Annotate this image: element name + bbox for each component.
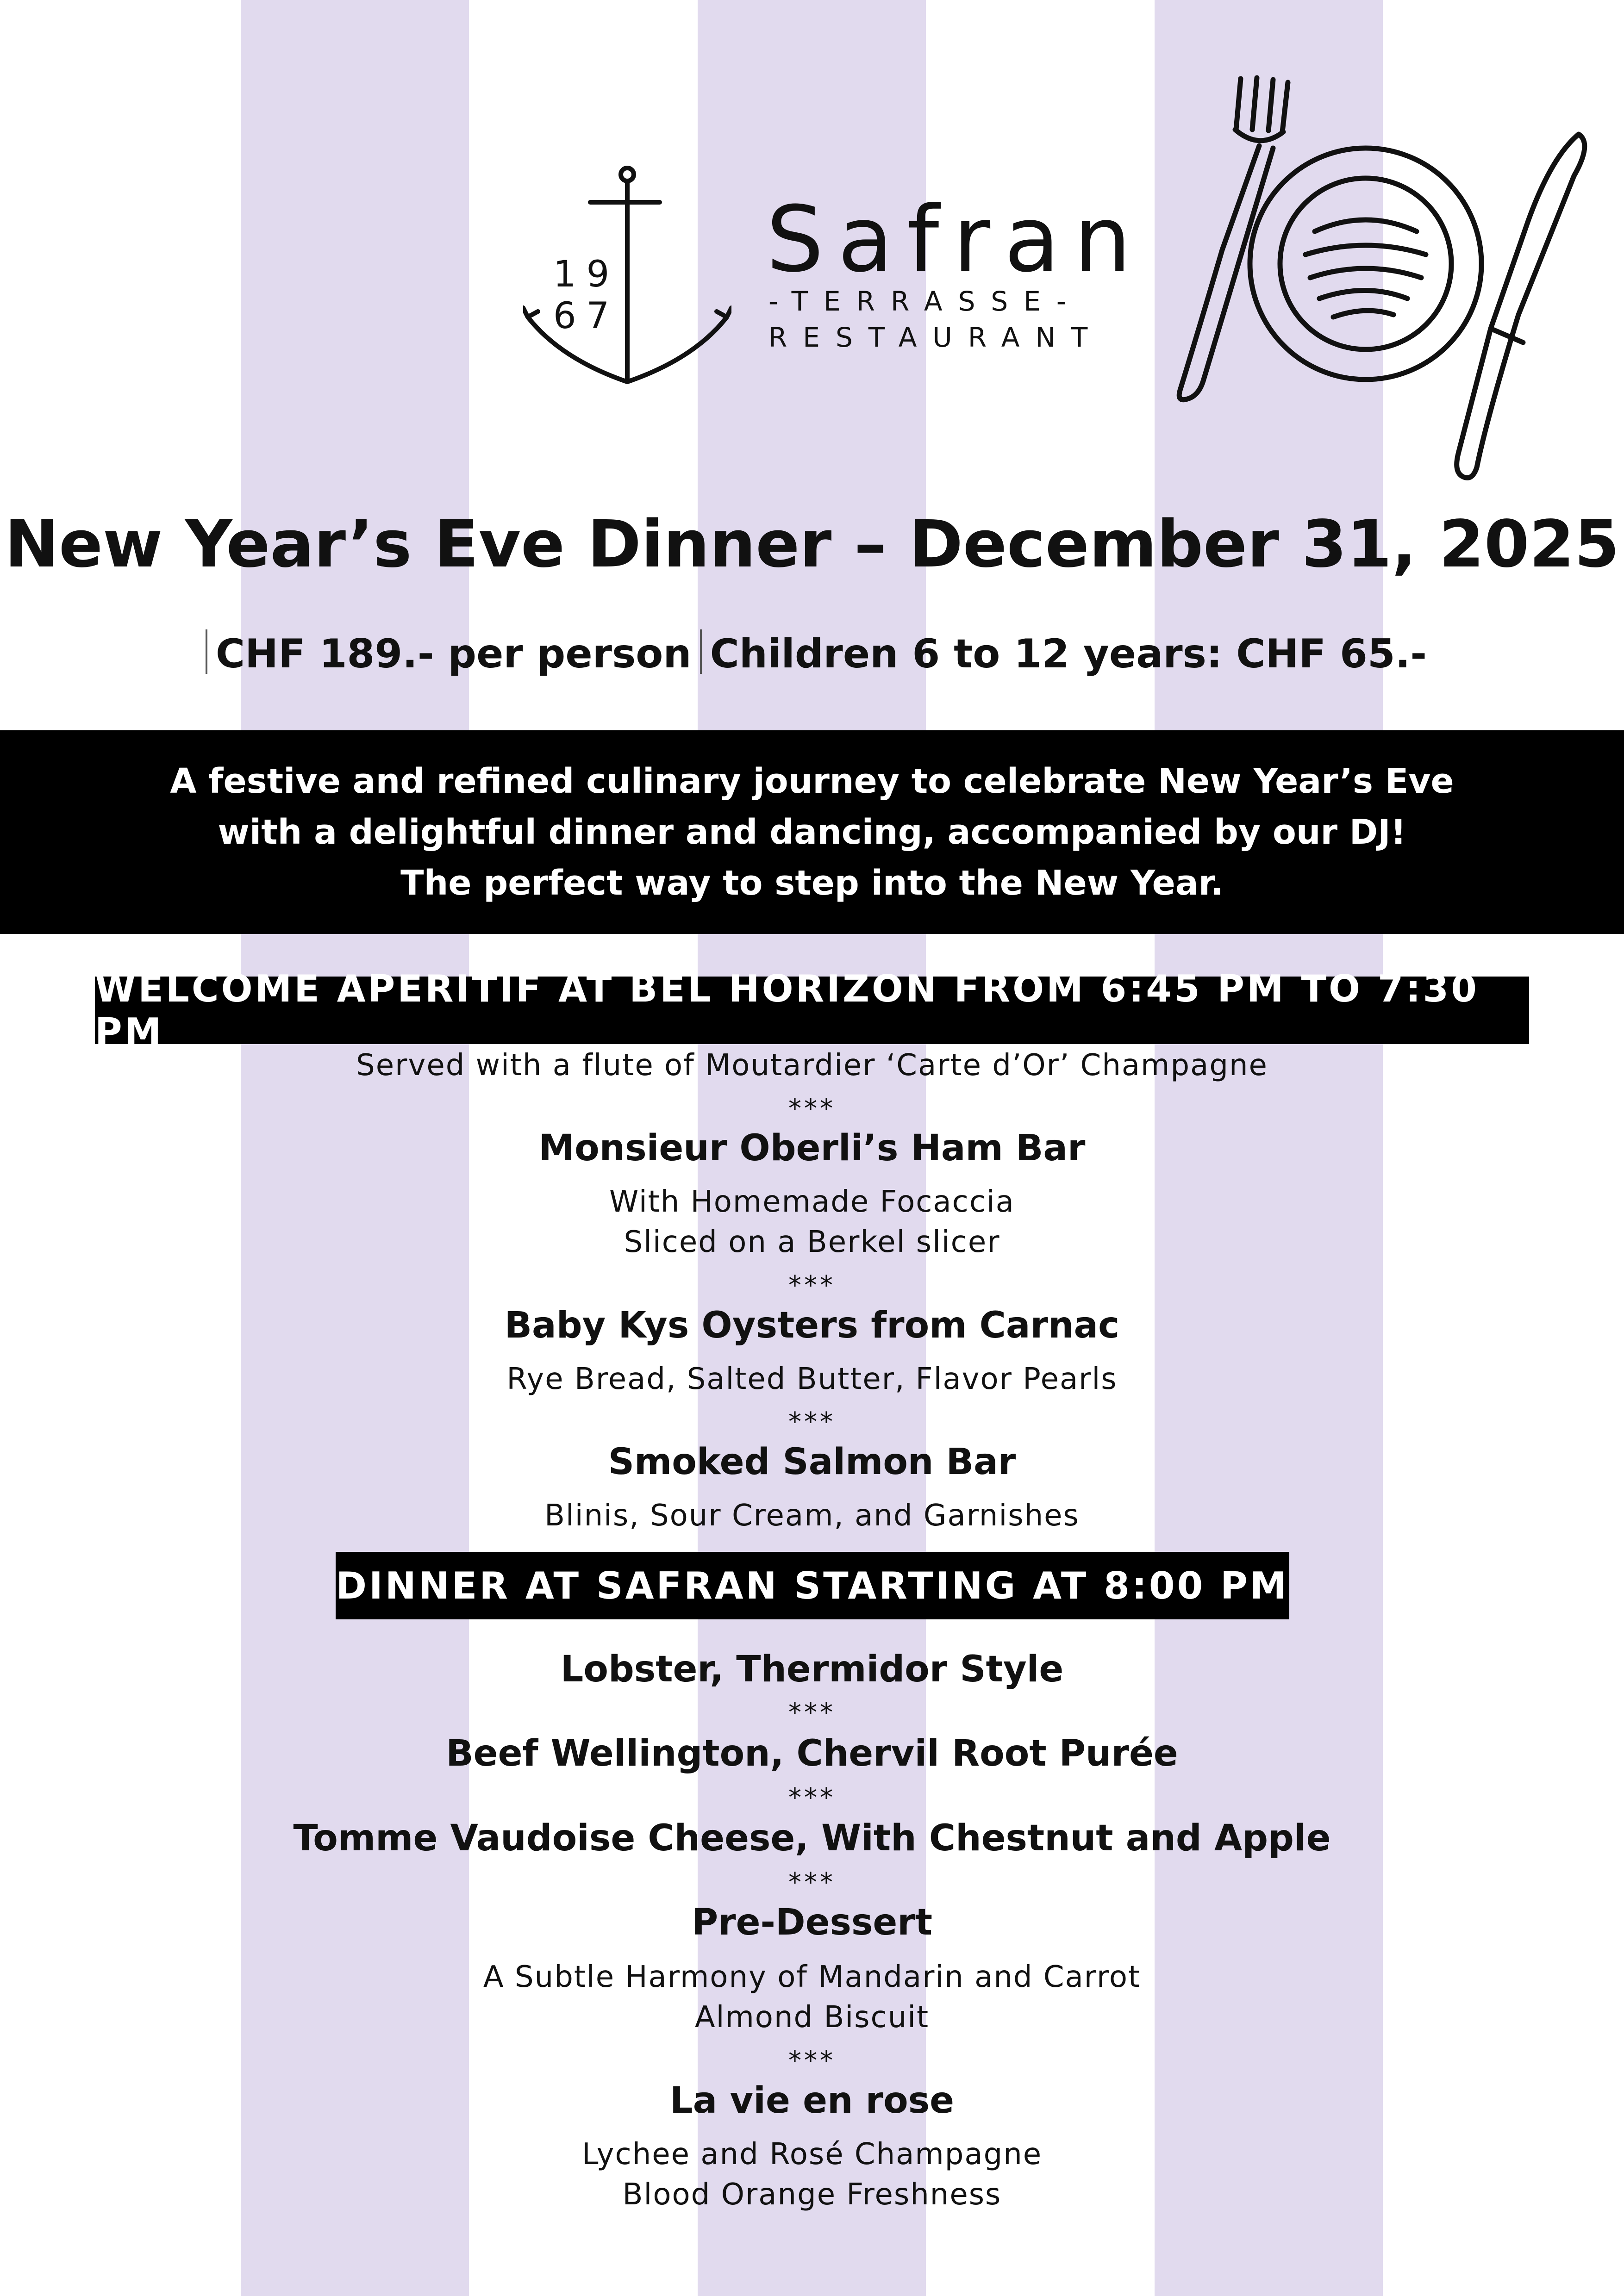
brand-subtitle-restaurant: RESTAURANT [768,322,1104,353]
separator: *** [788,1094,836,1124]
dish-name: Beef Wellington, Chervil Root Purée [446,1733,1178,1774]
logo-year-left: 19 [553,254,620,295]
separator: *** [788,1698,836,1728]
dinner-heading: DINNER AT SAFRAN STARTING AT 8:00 PM [336,1552,1289,1619]
plate-cutlery-icon [1167,69,1597,486]
dish-description: Sliced on a Berkel slicer [624,1225,1000,1259]
children-price: Children 6 to 12 years: CHF 65.- [710,631,1427,677]
adult-price: CHF 189.- per person [215,631,692,677]
aperitif-heading: WELCOME APERITIF AT BEL HORIZON FROM 6:45 PM TO 7:30 PM [95,977,1529,1044]
aperitif-served-with: Served with a flute of Moutardier ‘Carte d’Or’ Champagne [356,1048,1268,1083]
dish-description: Almond Biscuit [694,2000,930,2035]
dish-description: Blood Orange Freshness [622,2178,1002,2212]
separator: *** [788,1867,836,1898]
dish-description: A Subtle Harmony of Mandarin and Carrot [483,1960,1141,1994]
intro-line: with a delightful dinner and dancing, accompanied by our DJ! [218,812,1406,852]
divider [700,629,702,674]
brand-subtitle-terrasse: -TERRASSE- [768,286,1082,317]
intro-line: The perfect way to step into the New Year. [400,863,1224,903]
dish-name: Baby Kys Oysters from Carnac [504,1305,1120,1346]
divider [206,629,207,674]
page-title: New Year’s Eve Dinner – December 31, 2025 [4,507,1620,582]
logo-year-right: 67 [553,295,620,337]
dish-description: Blinis, Sour Cream, and Garnishes [544,1499,1080,1533]
dish-description: With Homemade Focaccia [609,1185,1015,1219]
dish-name: Tomme Vaudoise Cheese, With Chestnut and Apple [293,1817,1331,1859]
separator: *** [788,1270,836,1300]
separator: *** [788,2046,836,2076]
price-line [0,629,1624,676]
dish-name: Smoked Salmon Bar [608,1441,1016,1483]
intro-line: A festive and refined culinary journey to celebrate New Year’s Eve [170,761,1454,801]
separator: *** [788,1407,836,1437]
dish-name: Lobster, Thermidor Style [560,1649,1064,1690]
dish-description: Lychee and Rosé Champagne [581,2137,1043,2172]
intro-band [0,730,1624,934]
dish-name: Monsieur Oberli’s Ham Bar [538,1127,1086,1169]
dish-description: Rye Bread, Salted Butter, Flavor Pearls [506,1362,1118,1396]
logo-year [553,254,711,337]
dish-name: Pre-Dessert [691,1902,933,1943]
separator: *** [788,1783,836,1813]
brand-name: Safran [766,187,1145,292]
dish-name: La vie en rose [669,2080,955,2122]
